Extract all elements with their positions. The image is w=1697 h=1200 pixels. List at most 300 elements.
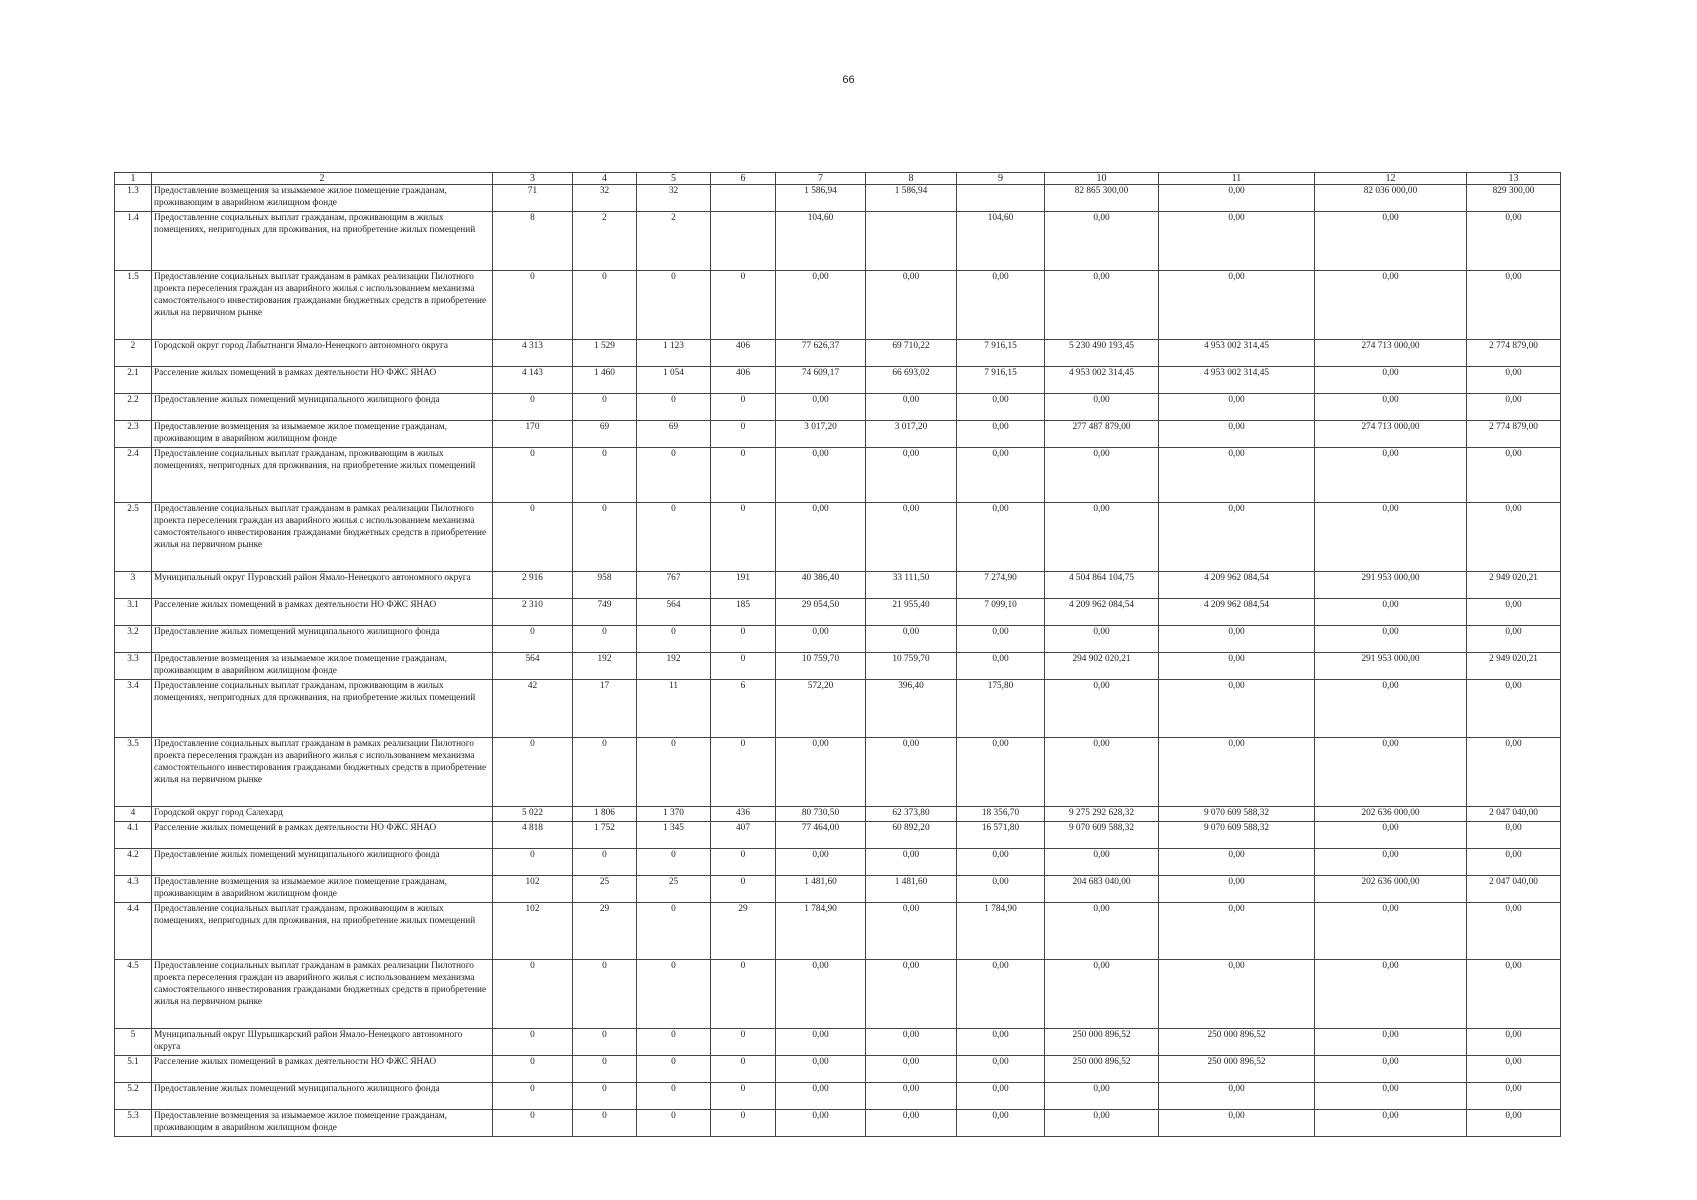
row-description-cell: Муниципальный округ Пуровский район Ямало-Ненецкого автономного округа <box>152 572 493 599</box>
value-cell: 564 <box>493 653 573 680</box>
value-cell: 0,00 <box>1159 680 1315 738</box>
value-cell: 0,00 <box>776 448 866 503</box>
value-cell: 0,00 <box>1159 212 1315 271</box>
row-description-cell: Муниципальный округ Шурышкарский район Ямало-Ненецкого автономного округа <box>152 1029 493 1056</box>
value-cell: 0,00 <box>1159 1083 1315 1110</box>
value-cell: 0,00 <box>1045 212 1159 271</box>
value-cell: 40 386,40 <box>776 572 866 599</box>
value-cell: 0 <box>711 421 776 448</box>
value-cell: 0,00 <box>1045 960 1159 1029</box>
value-cell: 0 <box>573 394 637 421</box>
value-cell: 102 <box>493 903 573 960</box>
row-number-cell: 4.4 <box>115 903 152 960</box>
value-cell: 0,00 <box>1159 738 1315 807</box>
value-cell: 0,00 <box>1467 1110 1561 1137</box>
value-cell: 0 <box>573 503 637 572</box>
value-cell <box>711 185 776 212</box>
value-cell: 2 047 040,00 <box>1467 807 1561 822</box>
value-cell: 0,00 <box>776 503 866 572</box>
value-cell: 0,00 <box>957 1083 1045 1110</box>
row-description-cell: Расселение жилых помещений в рамках деятельности НО ФЖС ЯНАО <box>152 367 493 394</box>
row-description-cell: Предоставление возмещения за изымаемое жилое помещение гражданам, проживающим в аварийном жилищном фонде <box>152 653 493 680</box>
column-header: 13 <box>1467 173 1561 185</box>
table-row <box>115 421 1561 448</box>
value-cell: 0 <box>573 271 637 340</box>
value-cell: 0 <box>493 1110 573 1137</box>
value-cell: 0,00 <box>957 503 1045 572</box>
value-cell: 0,00 <box>1159 271 1315 340</box>
value-cell: 4 953 002 314,45 <box>1045 367 1159 394</box>
value-cell: 0,00 <box>1159 448 1315 503</box>
value-cell: 0,00 <box>866 903 957 960</box>
table-row <box>115 680 1561 738</box>
table-row <box>115 1083 1561 1110</box>
value-cell: 0 <box>573 738 637 807</box>
value-cell: 0,00 <box>866 448 957 503</box>
column-header: 10 <box>1045 173 1159 185</box>
value-cell: 0,00 <box>1467 367 1561 394</box>
value-cell: 572,20 <box>776 680 866 738</box>
value-cell: 0,00 <box>1045 503 1159 572</box>
value-cell: 767 <box>637 572 711 599</box>
row-number-cell: 2.1 <box>115 367 152 394</box>
value-cell: 1 784,90 <box>776 903 866 960</box>
table-row <box>115 807 1561 822</box>
value-cell: 0,00 <box>1315 271 1467 340</box>
value-cell: 0 <box>711 626 776 653</box>
value-cell: 202 636 000,00 <box>1315 807 1467 822</box>
value-cell: 291 953 000,00 <box>1315 572 1467 599</box>
value-cell <box>866 212 957 271</box>
row-description-cell: Предоставление социальных выплат гражданам в рамках реализации Пилотного проекта переселения граждан из аварийного жилья с использованием механизма самостоятельного инвестирования гражданами бюджетных средств в приобретение жилья на первичном рынке <box>152 738 493 807</box>
value-cell: 0,00 <box>1315 394 1467 421</box>
row-number-cell: 5 <box>115 1029 152 1056</box>
value-cell: 69 <box>637 421 711 448</box>
row-number-cell: 3.5 <box>115 738 152 807</box>
value-cell: 2 774 879,00 <box>1467 340 1561 367</box>
value-cell: 29 <box>573 903 637 960</box>
column-header: 3 <box>493 173 573 185</box>
value-cell: 2 949 020,21 <box>1467 653 1561 680</box>
row-number-cell: 3 <box>115 572 152 599</box>
row-number-cell: 4.3 <box>115 876 152 903</box>
value-cell: 77 464,00 <box>776 822 866 849</box>
value-cell: 17 <box>573 680 637 738</box>
value-cell: 11 <box>637 680 711 738</box>
value-cell: 0,00 <box>1467 960 1561 1029</box>
value-cell: 0,00 <box>1467 1056 1561 1083</box>
value-cell: 204 683 040,00 <box>1045 876 1159 903</box>
value-cell: 958 <box>573 572 637 599</box>
value-cell: 1 806 <box>573 807 637 822</box>
row-description-cell: Предоставление жилых помещений муниципального жилищного фонда <box>152 1083 493 1110</box>
value-cell: 277 487 879,00 <box>1045 421 1159 448</box>
row-description-cell: Расселение жилых помещений в рамках деятельности НО ФЖС ЯНАО <box>152 599 493 626</box>
value-cell: 2 774 879,00 <box>1467 421 1561 448</box>
table-row <box>115 903 1561 960</box>
value-cell: 4 818 <box>493 822 573 849</box>
value-cell: 0 <box>637 1083 711 1110</box>
value-cell: 406 <box>711 340 776 367</box>
table-row <box>115 1110 1561 1137</box>
table-row <box>115 271 1561 340</box>
value-cell: 0,00 <box>1045 448 1159 503</box>
value-cell: 0,00 <box>1467 271 1561 340</box>
row-description-cell: Предоставление социальных выплат гражданам, проживающим в жилых помещениях, непригодных для проживания, на приобретение жилых помещений <box>152 680 493 738</box>
value-cell: 0,00 <box>1467 738 1561 807</box>
value-cell: 0,00 <box>866 271 957 340</box>
row-description-cell: Предоставление возмещения за изымаемое жилое помещение гражданам, проживающим в аварийном жилищном фонде <box>152 1110 493 1137</box>
value-cell: 1 586,94 <box>776 185 866 212</box>
value-cell: 8 <box>493 212 573 271</box>
value-cell: 4 953 002 314,45 <box>1159 340 1315 367</box>
value-cell: 0 <box>493 271 573 340</box>
value-cell: 1 460 <box>573 367 637 394</box>
value-cell: 0,00 <box>1315 448 1467 503</box>
value-cell: 0,00 <box>1045 1083 1159 1110</box>
table-row <box>115 185 1561 212</box>
value-cell: 294 902 020,21 <box>1045 653 1159 680</box>
value-cell: 192 <box>573 653 637 680</box>
value-cell: 2 916 <box>493 572 573 599</box>
value-cell: 33 111,50 <box>866 572 957 599</box>
value-cell: 0,00 <box>1159 394 1315 421</box>
value-cell: 4 209 962 084,54 <box>1159 599 1315 626</box>
value-cell: 0 <box>637 1029 711 1056</box>
value-cell: 749 <box>573 599 637 626</box>
data-table <box>114 172 1561 1137</box>
value-cell: 291 953 000,00 <box>1315 653 1467 680</box>
value-cell: 0 <box>493 849 573 876</box>
value-cell: 0 <box>711 448 776 503</box>
value-cell: 0 <box>573 1110 637 1137</box>
value-cell: 4 209 962 084,54 <box>1159 572 1315 599</box>
row-number-cell: 2.3 <box>115 421 152 448</box>
value-cell: 0,00 <box>1315 1083 1467 1110</box>
value-cell: 0 <box>637 503 711 572</box>
value-cell: 0,00 <box>776 394 866 421</box>
value-cell: 104,60 <box>776 212 866 271</box>
row-number-cell: 4.2 <box>115 849 152 876</box>
value-cell: 4 504 864 104,75 <box>1045 572 1159 599</box>
column-header: 11 <box>1159 173 1315 185</box>
value-cell: 0,00 <box>1159 1110 1315 1137</box>
row-number-cell: 3.1 <box>115 599 152 626</box>
value-cell: 74 609,17 <box>776 367 866 394</box>
value-cell: 0 <box>493 1029 573 1056</box>
value-cell: 71 <box>493 185 573 212</box>
value-cell: 0 <box>637 271 711 340</box>
value-cell: 0,00 <box>866 1029 957 1056</box>
value-cell: 0,00 <box>1315 1110 1467 1137</box>
value-cell: 0,00 <box>1159 849 1315 876</box>
table-row <box>115 394 1561 421</box>
value-cell: 0,00 <box>957 653 1045 680</box>
table-row <box>115 448 1561 503</box>
value-cell: 0 <box>573 849 637 876</box>
row-number-cell: 2.2 <box>115 394 152 421</box>
value-cell: 0,00 <box>1315 680 1467 738</box>
value-cell: 10 759,70 <box>776 653 866 680</box>
value-cell: 0,00 <box>1045 849 1159 876</box>
column-header: 9 <box>957 173 1045 185</box>
value-cell: 0 <box>711 1056 776 1083</box>
value-cell: 0,00 <box>866 394 957 421</box>
value-cell: 0,00 <box>957 1110 1045 1137</box>
value-cell: 7 916,15 <box>957 367 1045 394</box>
value-cell: 25 <box>573 876 637 903</box>
row-description-cell: Предоставление социальных выплат гражданам, проживающим в жилых помещениях, непригодных для проживания, на приобретение жилых помещений <box>152 212 493 271</box>
value-cell: 0,00 <box>1159 903 1315 960</box>
row-number-cell: 3.4 <box>115 680 152 738</box>
value-cell: 3 017,20 <box>776 421 866 448</box>
value-cell: 175,80 <box>957 680 1045 738</box>
column-header: 5 <box>637 173 711 185</box>
value-cell: 0 <box>711 653 776 680</box>
value-cell: 0,00 <box>776 1110 866 1137</box>
row-description-cell: Расселение жилых помещений в рамках деятельности НО ФЖС ЯНАО <box>152 822 493 849</box>
value-cell: 1 481,60 <box>866 876 957 903</box>
value-cell: 0 <box>711 394 776 421</box>
value-cell: 0,00 <box>957 738 1045 807</box>
value-cell: 5 022 <box>493 807 573 822</box>
row-number-cell: 5.3 <box>115 1110 152 1137</box>
value-cell: 0,00 <box>957 421 1045 448</box>
value-cell: 5 230 490 193,45 <box>1045 340 1159 367</box>
value-cell: 0,00 <box>1467 680 1561 738</box>
value-cell: 274 713 000,00 <box>1315 421 1467 448</box>
value-cell: 202 636 000,00 <box>1315 876 1467 903</box>
value-cell: 0,00 <box>1315 367 1467 394</box>
column-header: 8 <box>866 173 957 185</box>
value-cell: 0,00 <box>1159 653 1315 680</box>
value-cell: 32 <box>637 185 711 212</box>
value-cell: 0,00 <box>776 271 866 340</box>
value-cell: 21 955,40 <box>866 599 957 626</box>
value-cell: 0,00 <box>1315 599 1467 626</box>
value-cell: 9 070 609 588,32 <box>1045 822 1159 849</box>
value-cell: 0 <box>711 738 776 807</box>
value-cell: 80 730,50 <box>776 807 866 822</box>
row-description-cell: Предоставление социальных выплат гражданам в рамках реализации Пилотного проекта переселения граждан из аварийного жилья с использованием механизма самостоятельного инвестирования гражданами бюджетных средств в приобретение жилья на первичном рынке <box>152 503 493 572</box>
value-cell: 0,00 <box>866 1110 957 1137</box>
row-number-cell: 4.1 <box>115 822 152 849</box>
value-cell: 2 310 <box>493 599 573 626</box>
value-cell: 29 054,50 <box>776 599 866 626</box>
row-number-cell: 3.2 <box>115 626 152 653</box>
value-cell: 829 300,00 <box>1467 185 1561 212</box>
table-row <box>115 212 1561 271</box>
value-cell: 0,00 <box>866 849 957 876</box>
value-cell: 0,00 <box>1467 394 1561 421</box>
column-header: 1 <box>115 173 152 185</box>
value-cell: 0,00 <box>1159 626 1315 653</box>
value-cell: 0,00 <box>957 876 1045 903</box>
value-cell: 0,00 <box>1315 822 1467 849</box>
value-cell: 0 <box>493 626 573 653</box>
table-row <box>115 340 1561 367</box>
table-row <box>115 849 1561 876</box>
value-cell: 1 529 <box>573 340 637 367</box>
value-cell: 250 000 896,52 <box>1159 1029 1315 1056</box>
row-number-cell: 3.3 <box>115 653 152 680</box>
value-cell: 1 054 <box>637 367 711 394</box>
value-cell: 1 752 <box>573 822 637 849</box>
value-cell: 0,00 <box>1045 903 1159 960</box>
value-cell: 4 209 962 084,54 <box>1045 599 1159 626</box>
value-cell: 0,00 <box>866 960 957 1029</box>
value-cell: 396,40 <box>866 680 957 738</box>
value-cell: 0,00 <box>1159 185 1315 212</box>
value-cell: 0,00 <box>866 503 957 572</box>
value-cell: 3 017,20 <box>866 421 957 448</box>
value-cell: 0 <box>637 849 711 876</box>
value-cell: 0,00 <box>957 849 1045 876</box>
value-cell: 1 123 <box>637 340 711 367</box>
value-cell: 0,00 <box>1045 1110 1159 1137</box>
value-cell: 0 <box>637 626 711 653</box>
table-row <box>115 738 1561 807</box>
value-cell: 0,00 <box>1467 503 1561 572</box>
value-cell: 191 <box>711 572 776 599</box>
value-cell: 0 <box>573 1056 637 1083</box>
value-cell: 0,00 <box>1467 1083 1561 1110</box>
value-cell: 104,60 <box>957 212 1045 271</box>
value-cell: 0 <box>493 394 573 421</box>
value-cell: 0 <box>711 271 776 340</box>
value-cell: 192 <box>637 653 711 680</box>
value-cell: 0,00 <box>776 1056 866 1083</box>
value-cell: 0 <box>711 503 776 572</box>
value-cell: 9 070 609 588,32 <box>1159 822 1315 849</box>
value-cell: 1 784,90 <box>957 903 1045 960</box>
value-cell: 436 <box>711 807 776 822</box>
value-cell: 0,00 <box>1045 271 1159 340</box>
value-cell: 0 <box>493 503 573 572</box>
value-cell: 0,00 <box>1467 849 1561 876</box>
value-cell: 0,00 <box>866 626 957 653</box>
table-row <box>115 876 1561 903</box>
value-cell: 6 <box>711 680 776 738</box>
value-cell <box>711 212 776 271</box>
table-row <box>115 599 1561 626</box>
value-cell: 185 <box>711 599 776 626</box>
row-number-cell: 5.1 <box>115 1056 152 1083</box>
value-cell: 0,00 <box>957 960 1045 1029</box>
row-description-cell: Предоставление социальных выплат гражданам, проживающим в жилых помещениях, непригодных для проживания, на приобретение жилых помещений <box>152 903 493 960</box>
value-cell: 0,00 <box>866 1056 957 1083</box>
value-cell: 0 <box>573 1083 637 1110</box>
table-row <box>115 626 1561 653</box>
value-cell: 0,00 <box>957 1029 1045 1056</box>
value-cell: 69 710,22 <box>866 340 957 367</box>
value-cell: 0,00 <box>1467 1029 1561 1056</box>
table-row <box>115 960 1561 1029</box>
value-cell: 0,00 <box>1045 394 1159 421</box>
value-cell: 0 <box>711 1083 776 1110</box>
row-description-cell: Предоставление жилых помещений муниципального жилищного фонда <box>152 394 493 421</box>
value-cell: 0,00 <box>1467 626 1561 653</box>
row-description-cell: Предоставление возмещения за изымаемое жилое помещение гражданам, проживающим в аварийном жилищном фонде <box>152 185 493 212</box>
table-row <box>115 367 1561 394</box>
value-cell: 0,00 <box>1467 903 1561 960</box>
value-cell: 0,00 <box>1467 822 1561 849</box>
value-cell: 66 693,02 <box>866 367 957 394</box>
value-cell: 0 <box>637 394 711 421</box>
table-body <box>115 173 1561 1137</box>
value-cell: 0 <box>637 903 711 960</box>
value-cell: 9 275 292 628,32 <box>1045 807 1159 822</box>
table-row <box>115 653 1561 680</box>
value-cell: 0 <box>711 849 776 876</box>
value-cell: 0,00 <box>776 1083 866 1110</box>
value-cell: 0 <box>637 1110 711 1137</box>
value-cell: 4 143 <box>493 367 573 394</box>
row-description-cell: Предоставление возмещения за изымаемое жилое помещение гражданам, проживающим в аварийном жилищном фонде <box>152 421 493 448</box>
value-cell: 250 000 896,52 <box>1045 1029 1159 1056</box>
row-number-cell: 1.5 <box>115 271 152 340</box>
row-number-cell: 1.3 <box>115 185 152 212</box>
value-cell: 69 <box>573 421 637 448</box>
value-cell: 0 <box>493 738 573 807</box>
value-cell: 0,00 <box>1315 738 1467 807</box>
value-cell: 9 070 609 588,32 <box>1159 807 1315 822</box>
value-cell: 102 <box>493 876 573 903</box>
value-cell: 0,00 <box>776 960 866 1029</box>
value-cell: 0,00 <box>957 394 1045 421</box>
value-cell: 0,00 <box>1315 903 1467 960</box>
value-cell: 16 571,80 <box>957 822 1045 849</box>
value-cell: 0 <box>637 960 711 1029</box>
column-header: 4 <box>573 173 637 185</box>
value-cell: 0 <box>711 1110 776 1137</box>
value-cell: 0 <box>493 448 573 503</box>
value-cell: 4 953 002 314,45 <box>1159 367 1315 394</box>
value-cell: 0 <box>711 876 776 903</box>
value-cell: 0,00 <box>1315 849 1467 876</box>
table-row <box>115 572 1561 599</box>
value-cell: 0,00 <box>1159 960 1315 1029</box>
value-cell: 0,00 <box>1315 960 1467 1029</box>
row-number-cell: 1.4 <box>115 212 152 271</box>
value-cell: 0 <box>493 960 573 1029</box>
value-cell: 25 <box>637 876 711 903</box>
value-cell: 82 865 300,00 <box>1045 185 1159 212</box>
row-description-cell: Городской округ город Лабытнанги Ямало-Ненецкого автономного округа <box>152 340 493 367</box>
value-cell: 0,00 <box>957 448 1045 503</box>
value-cell: 0 <box>573 1029 637 1056</box>
value-cell: 2 <box>573 212 637 271</box>
value-cell: 0 <box>573 448 637 503</box>
value-cell: 1 345 <box>637 822 711 849</box>
value-cell: 0,00 <box>1467 599 1561 626</box>
value-cell: 1 370 <box>637 807 711 822</box>
value-cell: 0,00 <box>957 271 1045 340</box>
value-cell: 0 <box>637 448 711 503</box>
value-cell: 2 949 020,21 <box>1467 572 1561 599</box>
value-cell: 0,00 <box>1315 626 1467 653</box>
value-cell: 62 373,80 <box>866 807 957 822</box>
value-cell: 2 047 040,00 <box>1467 876 1561 903</box>
row-description-cell: Предоставление социальных выплат гражданам в рамках реализации Пилотного проекта переселения граждан из аварийного жилья с использованием механизма самостоятельного инвестирования гражданами бюджетных средств в приобретение жилья на первичном рынке <box>152 271 493 340</box>
value-cell: 82 036 000,00 <box>1315 185 1467 212</box>
value-cell: 0,00 <box>1315 1056 1467 1083</box>
value-cell: 0 <box>493 1056 573 1083</box>
table-row <box>115 503 1561 572</box>
value-cell: 0 <box>637 738 711 807</box>
value-cell: 0,00 <box>1045 738 1159 807</box>
value-cell: 0,00 <box>1159 876 1315 903</box>
